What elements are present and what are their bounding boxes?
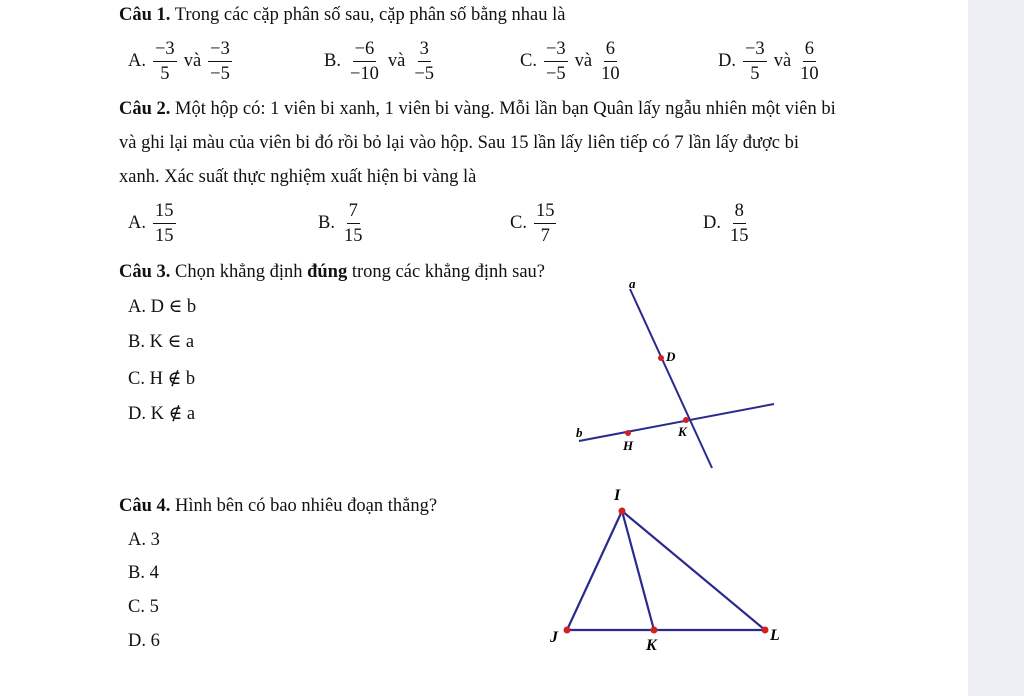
q4-figure <box>540 480 790 680</box>
label-k: K <box>646 637 657 654</box>
q4-prompt: Câu 4. Hình bên có bao nhiêu đoạn thẳng? <box>119 496 438 516</box>
q3-figure <box>560 270 790 480</box>
q1-option-c: C. $\frac{-3}{-5}$ và $\frac{6}{10}$ <box>520 38 620 84</box>
segment-il <box>622 511 765 630</box>
q3-option-d: D. K ∉ a <box>128 404 196 424</box>
q2-option-b: B. $\frac{7}{15}$ <box>318 200 363 246</box>
fraction: $\frac{8}{15}$ <box>730 200 749 246</box>
q3-label: Câu 3. <box>119 262 171 282</box>
q2-prompt-line1: Câu 2. Một hộp có: 1 viên bi xanh, 1 viên bi vàng. Mỗi lần bạn Quân lấy ngẫu nhiên một viên bi <box>119 99 836 119</box>
fraction: $\frac{-3}{-5}$ <box>545 38 566 84</box>
label-j: J <box>550 629 558 646</box>
label-b: b <box>576 425 583 440</box>
label-i: I <box>614 487 621 504</box>
q1-text: Trong các cặp phân số sau, cặp phân số bằng nhau là <box>174 5 566 25</box>
q4-option-c: C. 5 <box>128 597 159 617</box>
q4-option-a: A. 3 <box>128 530 160 550</box>
label-d: D <box>666 349 676 364</box>
fraction: $\frac{15}{15}$ <box>155 200 174 246</box>
q3-option-c: C. H ∉ b <box>128 369 196 389</box>
fraction: $\frac{6}{10}$ <box>601 38 620 84</box>
label-k: K <box>678 424 687 439</box>
point-k <box>683 417 689 423</box>
q1-option-d: D. $\frac{-3}{5}$ và $\frac{6}{10}$ <box>718 38 819 84</box>
q2-prompt-line3: xanh. Xác suất thực nghiệm xuất hiện bi vàng là <box>119 167 477 187</box>
point-k <box>651 627 658 634</box>
fraction: $\frac{15}{7}$ <box>535 200 555 246</box>
q1-label: Câu 1. <box>119 5 171 25</box>
q3-option-b: B. K ∈ a <box>128 332 195 352</box>
q4-label: Câu 4. <box>119 496 171 516</box>
line-a <box>630 289 712 468</box>
fraction: $\frac{7}{15}$ <box>343 200 363 246</box>
fraction: $\frac{-3}{5}$ <box>155 38 175 84</box>
label-h: H <box>623 438 634 453</box>
q1-prompt <box>119 4 566 26</box>
point-h <box>625 430 631 436</box>
fraction: $\frac{-3}{5}$ <box>745 38 765 84</box>
q2-option-a: A. $\frac{15}{15}$ <box>128 200 174 246</box>
fraction: $\frac{-6}{-10}$ <box>349 38 379 84</box>
q2-label: Câu 2. <box>119 99 171 119</box>
q3-option-a: A. D ∈ b <box>128 297 197 317</box>
point-l <box>762 627 769 634</box>
segment-ij <box>567 511 622 630</box>
fraction: $\frac{3}{-5}$ <box>414 38 435 84</box>
label-l: L <box>770 627 780 644</box>
q2-option-d: D. $\frac{8}{15}$ <box>703 200 749 246</box>
segment-ik <box>622 511 654 630</box>
q2-prompt-line2: và ghi lại màu của viên bi đó rồi bỏ lại vào hộp. Sau 15 lần lấy liên tiếp có 7 lần lấy được bi <box>119 133 799 153</box>
side-panel <box>968 0 1024 696</box>
point-d <box>658 355 664 361</box>
fraction: $\frac{-3}{-5}$ <box>210 38 230 84</box>
label-a: a <box>629 276 636 291</box>
point-j <box>564 627 571 634</box>
q1-option-a: A. $\frac{-3}{5}$ và $\frac{-3}{-5}$ <box>128 38 230 84</box>
line-b <box>579 404 774 441</box>
q4-option-b: B. 4 <box>128 563 159 583</box>
q1-option-b: B. $\frac{-6}{-10}$ và $\frac{3}{-5}$ <box>324 38 435 84</box>
point-i <box>619 508 626 515</box>
q4-option-d: D. 6 <box>128 631 160 651</box>
q2-option-c: C. $\frac{15}{7}$ <box>510 200 555 246</box>
q3-prompt: Câu 3. Chọn khẳng định đúng trong các khẳng định sau? <box>119 262 546 282</box>
fraction: $\frac{6}{10}$ <box>800 38 819 84</box>
